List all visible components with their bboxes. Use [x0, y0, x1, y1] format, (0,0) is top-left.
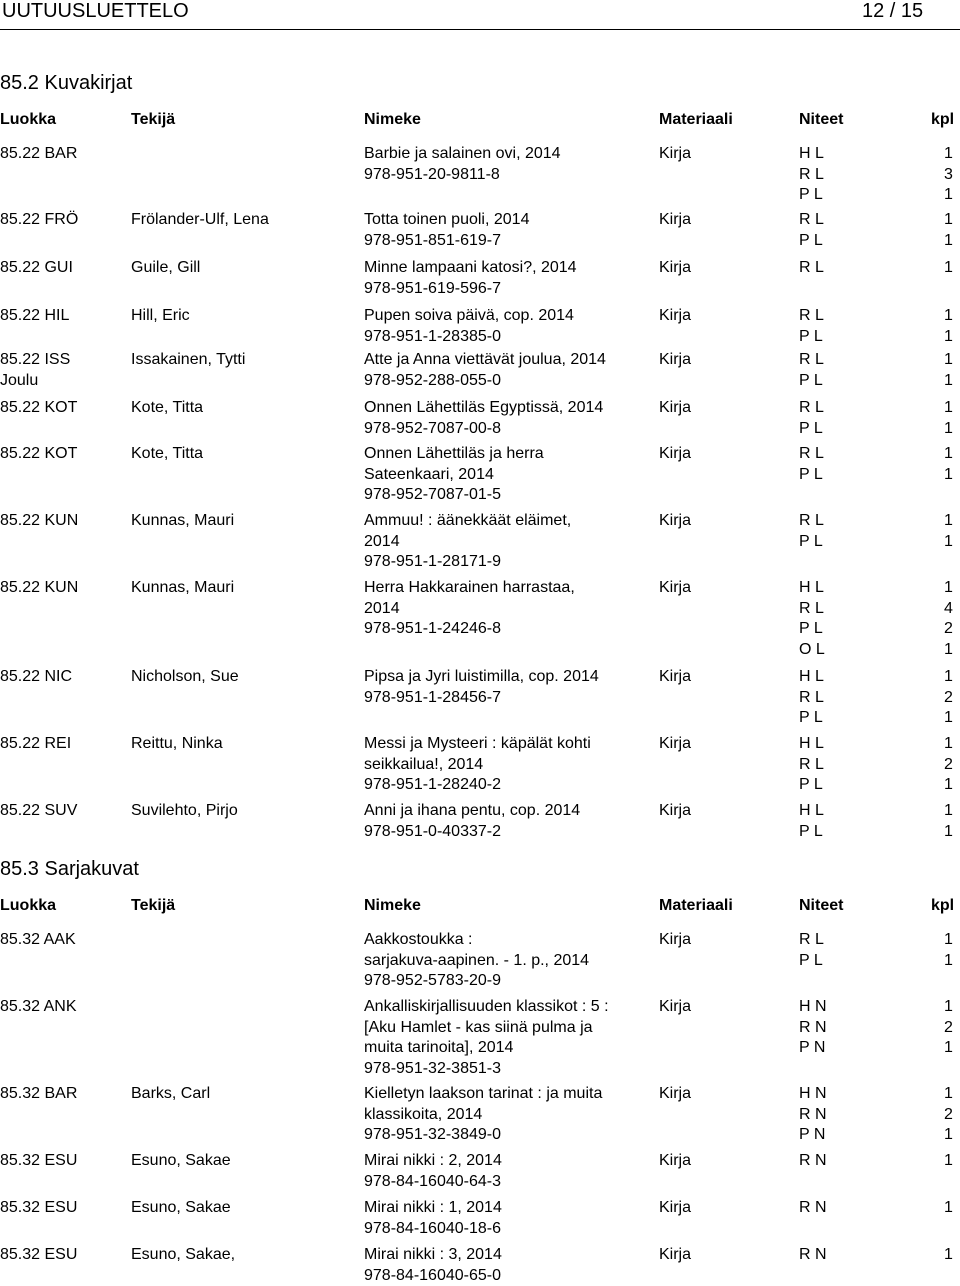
copies-location: [799, 1198, 827, 1219]
author: [131, 210, 269, 231]
author-line: Hill, Eric: [131, 306, 190, 327]
copies-count: [944, 1151, 960, 1172]
author-line: Esuno, Sakae: [131, 1151, 231, 1172]
copies-location-line: P L: [799, 708, 824, 729]
author-line: Kunnas, Mauri: [131, 511, 234, 532]
author: [131, 444, 203, 465]
author: [131, 801, 238, 822]
author-line: Guile, Gill: [131, 258, 200, 279]
class-code-line: 85.32 AAK: [0, 930, 76, 951]
class-code-line: 85.22 KUN: [0, 578, 78, 599]
class-code-line: 85.22 ISS: [0, 350, 70, 371]
class-code-line: 85.22 KOT: [0, 398, 77, 419]
material: Kirja: [659, 306, 691, 327]
class-code-line: 85.22 FRÖ: [0, 210, 78, 231]
title-isbn-line: [Aku Hamlet - kas siinä pulma ja: [364, 1018, 609, 1039]
copies-location-line: P L: [799, 775, 824, 796]
column-header: kpl: [931, 895, 954, 917]
class-code-line: 85.22 REI: [0, 734, 71, 755]
class-code: [0, 997, 77, 1018]
column-header: Nimeke: [364, 109, 421, 131]
copies-count-line: 1: [944, 578, 960, 599]
copies-count-line: 1: [944, 532, 960, 553]
copies-count-line: 1: [944, 775, 960, 796]
material: Kirja: [659, 1245, 691, 1266]
author-line: Frölander-Ulf, Lena: [131, 210, 269, 231]
column-header: Niteet: [799, 109, 843, 131]
title-isbn: [364, 734, 591, 796]
copies-count: [944, 210, 960, 251]
copies-count-line: 1: [944, 1245, 960, 1266]
copies-count-line: 1: [944, 1038, 960, 1059]
author-line: Suvilehto, Pirjo: [131, 801, 238, 822]
title-isbn: [364, 930, 589, 992]
title-isbn-line: Kielletyn laakson tarinat : ja muita: [364, 1084, 602, 1105]
copies-location-line: P L: [799, 327, 824, 348]
title-isbn-line: Mirai nikki : 3, 2014: [364, 1245, 502, 1266]
material: Kirja: [659, 350, 691, 371]
title-isbn: [364, 144, 561, 185]
copies-location-line: R N: [799, 1105, 827, 1126]
copies-count-line: 1: [944, 306, 960, 327]
copies-location: [799, 930, 824, 971]
copies-count-line: 1: [944, 371, 960, 392]
copies-location-line: R L: [799, 165, 824, 186]
title-isbn: [364, 306, 574, 347]
class-code-line: 85.32 ESU: [0, 1151, 77, 1172]
copies-count-line: 1: [944, 667, 960, 688]
title-isbn-line: Mirai nikki : 2, 2014: [364, 1151, 502, 1172]
copies-location-line: R L: [799, 350, 824, 371]
copies-count-line: 1: [944, 327, 960, 348]
title-isbn-line: 978-951-851-619-7: [364, 231, 529, 252]
author: [131, 1084, 210, 1105]
copies-count-line: 1: [944, 511, 960, 532]
copies-count-line: 1: [944, 419, 960, 440]
title-isbn-line: Totta toinen puoli, 2014: [364, 210, 529, 231]
class-code: [0, 667, 72, 688]
material: Kirja: [659, 578, 691, 599]
title-isbn-line: Messi ja Mysteeri : käpälät kohti: [364, 734, 591, 755]
copies-location: [799, 997, 827, 1059]
copies-location: [799, 801, 824, 842]
title-isbn: [364, 210, 529, 251]
copies-count-line: 1: [944, 444, 960, 465]
title-isbn: [364, 398, 603, 439]
author: [131, 667, 239, 688]
copies-count: [944, 667, 960, 729]
author: [131, 398, 203, 419]
class-code-line: 85.22 GUI: [0, 258, 73, 279]
copies-count: [944, 1198, 960, 1219]
copies-location: [799, 1151, 827, 1172]
copies-count-line: 1: [944, 708, 960, 729]
copies-count-line: 1: [944, 930, 960, 951]
class-code-line: 85.32 ANK: [0, 997, 77, 1018]
copies-count-line: 1: [944, 185, 960, 206]
material: Kirja: [659, 801, 691, 822]
copies-count: [944, 258, 960, 279]
copies-location-line: R N: [799, 1245, 827, 1266]
copies-count-line: 1: [944, 734, 960, 755]
copies-location-line: H L: [799, 578, 825, 599]
copies-count-line: 1: [944, 465, 960, 486]
copies-location: [799, 667, 824, 729]
class-code-line: 85.32 BAR: [0, 1084, 77, 1105]
page-number: 12 / 15: [862, 0, 923, 22]
author-line: Esuno, Sakae,: [131, 1245, 235, 1266]
author-line: Esuno, Sakae: [131, 1198, 231, 1219]
class-code: [0, 398, 77, 419]
copies-count-line: 1: [944, 210, 960, 231]
copies-location-line: P N: [799, 1038, 827, 1059]
material: Kirja: [659, 210, 691, 231]
copies-count-line: 1: [944, 398, 960, 419]
title-isbn-line: 978-951-1-28385-0: [364, 327, 574, 348]
title-isbn-line: Barbie ja salainen ovi, 2014: [364, 144, 561, 165]
copies-count: [944, 734, 960, 796]
copies-location-line: R L: [799, 258, 824, 279]
copies-location: [799, 306, 824, 347]
copies-location-line: O L: [799, 640, 825, 661]
title-isbn-line: Atte ja Anna viettävät joulua, 2014: [364, 350, 606, 371]
copies-count: [944, 930, 960, 971]
class-code: [0, 350, 70, 391]
copies-location-line: P L: [799, 532, 824, 553]
material: Kirja: [659, 511, 691, 532]
title-isbn-line: 978-952-7087-00-8: [364, 419, 603, 440]
copies-location-line: R N: [799, 1198, 827, 1219]
author: [131, 258, 200, 279]
title-isbn: [364, 350, 606, 391]
class-code-line: 85.22 KUN: [0, 511, 78, 532]
copies-count: [944, 444, 960, 485]
title-isbn-line: 978-951-619-596-7: [364, 279, 577, 300]
author: [131, 578, 234, 599]
copies-count-line: 1: [944, 997, 960, 1018]
author-line: Kote, Titta: [131, 398, 203, 419]
title-isbn-line: Sateenkaari, 2014: [364, 465, 544, 486]
class-code: [0, 1151, 77, 1172]
title-isbn-line: 978-84-16040-64-3: [364, 1172, 502, 1193]
title-isbn-line: Onnen Lähettiläs ja herra: [364, 444, 544, 465]
document-title: UUTUUSLUETTELO: [2, 0, 189, 22]
column-header: kpl: [931, 109, 954, 131]
copies-location-line: P N: [799, 1125, 827, 1146]
copies-location-line: R L: [799, 599, 825, 620]
copies-location: [799, 1245, 827, 1266]
author: [131, 350, 245, 371]
class-code-line: 85.22 BAR: [0, 144, 77, 165]
material: Kirja: [659, 258, 691, 279]
copies-location-line: P L: [799, 419, 824, 440]
title-isbn: [364, 997, 609, 1079]
material: Kirja: [659, 930, 691, 951]
copies-location-line: P L: [799, 822, 824, 843]
copies-location-line: R N: [799, 1151, 827, 1172]
column-header: Nimeke: [364, 895, 421, 917]
copies-location: [799, 398, 824, 439]
column-header: Tekijä: [131, 109, 175, 131]
title-isbn: [364, 1151, 502, 1192]
title-isbn-line: 978-951-1-24246-8: [364, 619, 575, 640]
copies-count-line: 1: [944, 350, 960, 371]
title-isbn-line: Aakkostoukka :: [364, 930, 589, 951]
copies-count-line: 1: [944, 822, 960, 843]
class-code: [0, 1245, 77, 1266]
material: Kirja: [659, 1198, 691, 1219]
class-code-line: 85.32 ESU: [0, 1198, 77, 1219]
copies-location-line: R L: [799, 930, 824, 951]
copies-count: [944, 997, 960, 1059]
title-isbn-line: Mirai nikki : 1, 2014: [364, 1198, 502, 1219]
copies-location: [799, 258, 824, 279]
material: Kirja: [659, 1151, 691, 1172]
section-title: 85.3 Sarjakuvat: [0, 858, 139, 880]
title-isbn: [364, 578, 575, 640]
copies-count-line: 2: [944, 755, 960, 776]
copies-count: [944, 1245, 960, 1266]
title-isbn: [364, 444, 544, 506]
title-isbn-line: Anni ja ihana pentu, cop. 2014: [364, 801, 580, 822]
title-isbn: [364, 511, 571, 573]
copies-location: [799, 444, 824, 485]
material: Kirja: [659, 997, 691, 1018]
class-code: [0, 930, 76, 951]
title-isbn-line: 978-951-32-3849-0: [364, 1125, 602, 1146]
copies-location-line: P L: [799, 371, 824, 392]
title-isbn-line: 978-84-16040-18-6: [364, 1219, 502, 1240]
title-isbn-line: Onnen Lähettiläs Egyptissä, 2014: [364, 398, 603, 419]
header-divider: [0, 29, 960, 30]
copies-location-line: P L: [799, 951, 824, 972]
copies-count: [944, 398, 960, 439]
class-code: [0, 144, 77, 165]
title-isbn-line: 978-952-5783-20-9: [364, 971, 589, 992]
copies-location-line: P L: [799, 465, 824, 486]
class-code-line: 85.22 HIL: [0, 306, 69, 327]
material: Kirja: [659, 444, 691, 465]
author: [131, 734, 223, 755]
copies-count: [944, 578, 960, 660]
title-isbn-line: Herra Hakkarainen harrastaa,: [364, 578, 575, 599]
author: [131, 306, 190, 327]
title-isbn-line: 978-951-32-3851-3: [364, 1059, 609, 1080]
class-code: [0, 306, 69, 327]
author-line: Reittu, Ninka: [131, 734, 223, 755]
author-line: Kunnas, Mauri: [131, 578, 234, 599]
copies-count-line: 1: [944, 1151, 960, 1172]
copies-count: [944, 350, 960, 391]
copies-location-line: R L: [799, 511, 824, 532]
class-code: [0, 511, 78, 532]
copies-location-line: R L: [799, 755, 824, 776]
copies-location-line: R L: [799, 210, 824, 231]
class-code: [0, 1198, 77, 1219]
title-isbn-line: Ankalliskirjallisuuden klassikot : 5 :: [364, 997, 609, 1018]
class-code-line: 85.22 NIC: [0, 667, 72, 688]
copies-count-line: 1: [944, 231, 960, 252]
copies-count-line: 1: [944, 951, 960, 972]
copies-location-line: R L: [799, 444, 824, 465]
class-code: [0, 801, 77, 822]
title-isbn: [364, 1245, 502, 1286]
copies-location-line: R L: [799, 306, 824, 327]
copies-location-line: P L: [799, 185, 824, 206]
title-isbn-line: muita tarinoita], 2014: [364, 1038, 609, 1059]
copies-count: [944, 144, 960, 206]
class-code: [0, 1084, 77, 1105]
section-title: 85.2 Kuvakirjat: [0, 72, 132, 94]
copies-location-line: H N: [799, 1084, 827, 1105]
class-code: [0, 258, 73, 279]
title-isbn: [364, 1084, 602, 1146]
copies-count-line: 2: [944, 1105, 960, 1126]
title-isbn-line: 978-951-1-28240-2: [364, 775, 591, 796]
class-code-line: 85.22 KOT: [0, 444, 77, 465]
title-isbn-line: seikkailua!, 2014: [364, 755, 591, 776]
copies-count-line: 2: [944, 1018, 960, 1039]
copies-count-line: 1: [944, 801, 960, 822]
copies-count: [944, 306, 960, 347]
class-code: [0, 578, 78, 599]
copies-count-line: 1: [944, 640, 960, 661]
copies-location-line: H L: [799, 144, 824, 165]
author: [131, 1245, 235, 1266]
title-isbn-line: sarjakuva-aapinen. - 1. p., 2014: [364, 951, 589, 972]
author: [131, 511, 234, 532]
class-code-line: 85.32 ESU: [0, 1245, 77, 1266]
copies-location-line: P L: [799, 619, 825, 640]
author-line: Barks, Carl: [131, 1084, 210, 1105]
class-code: [0, 210, 78, 231]
copies-location-line: H L: [799, 734, 824, 755]
copies-count-line: 1: [944, 258, 960, 279]
class-code: [0, 734, 71, 755]
material: Kirja: [659, 667, 691, 688]
copies-location-line: R L: [799, 398, 824, 419]
title-isbn-line: Pupen soiva päivä, cop. 2014: [364, 306, 574, 327]
material: Kirja: [659, 398, 691, 419]
copies-count-line: 1: [944, 1198, 960, 1219]
copies-location: [799, 1084, 827, 1146]
copies-location-line: H N: [799, 997, 827, 1018]
column-header: Materiaali: [659, 895, 733, 917]
author: [131, 1198, 231, 1219]
copies-count-line: 1: [944, 1125, 960, 1146]
copies-location: [799, 734, 824, 796]
copies-count-line: 2: [944, 619, 960, 640]
title-isbn-line: Ammuu! : äänekkäät eläimet,: [364, 511, 571, 532]
copies-location: [799, 511, 824, 552]
title-isbn-line: 978-951-20-9811-8: [364, 165, 561, 186]
column-header: Luokka: [0, 109, 56, 131]
material: Kirja: [659, 734, 691, 755]
class-code: [0, 444, 77, 465]
copies-count-line: 3: [944, 165, 960, 186]
class-code-line: 85.22 SUV: [0, 801, 77, 822]
copies-count: [944, 801, 960, 842]
title-isbn: [364, 667, 599, 708]
column-header-row: [0, 895, 960, 917]
title-isbn-line: 978-84-16040-65-0: [364, 1266, 502, 1286]
author-line: Nicholson, Sue: [131, 667, 239, 688]
column-header-row: [0, 109, 960, 131]
copies-count: [944, 511, 960, 552]
copies-location-line: H L: [799, 801, 824, 822]
class-code-line: Joulu: [0, 371, 70, 392]
title-isbn-line: Pipsa ja Jyri luistimilla, cop. 2014: [364, 667, 599, 688]
copies-location-line: H L: [799, 667, 824, 688]
copies-location: [799, 350, 824, 391]
title-isbn: [364, 1198, 502, 1239]
title-isbn-line: 978-951-1-28456-7: [364, 688, 599, 709]
title-isbn-line: 978-952-7087-01-5: [364, 485, 544, 506]
title-isbn-line: 978-951-1-28171-9: [364, 552, 571, 573]
author-line: Kote, Titta: [131, 444, 203, 465]
column-header: Tekijä: [131, 895, 175, 917]
copies-count-line: 2: [944, 688, 960, 709]
material: Kirja: [659, 144, 691, 165]
copies-location: [799, 578, 825, 660]
copies-location-line: P L: [799, 231, 824, 252]
title-isbn-line: klassikoita, 2014: [364, 1105, 602, 1126]
copies-count-line: 4: [944, 599, 960, 620]
copies-location: [799, 210, 824, 251]
copies-location-line: R L: [799, 688, 824, 709]
copies-count-line: 1: [944, 1084, 960, 1105]
copies-count: [944, 1084, 960, 1146]
title-isbn: [364, 801, 580, 842]
title-isbn-line: 978-951-0-40337-2: [364, 822, 580, 843]
title-isbn: [364, 258, 577, 299]
author-line: Issakainen, Tytti: [131, 350, 245, 371]
title-isbn-line: 2014: [364, 599, 575, 620]
title-isbn-line: Minne lampaani katosi?, 2014: [364, 258, 577, 279]
author: [131, 1151, 231, 1172]
material: Kirja: [659, 1084, 691, 1105]
page-header: [0, 0, 960, 22]
title-isbn-line: 978-952-288-055-0: [364, 371, 606, 392]
copies-count-line: 1: [944, 144, 960, 165]
column-header: Luokka: [0, 895, 56, 917]
title-isbn-line: 2014: [364, 532, 571, 553]
copies-location: [799, 144, 824, 206]
column-header: Niteet: [799, 895, 843, 917]
column-header: Materiaali: [659, 109, 733, 131]
copies-location-line: R N: [799, 1018, 827, 1039]
